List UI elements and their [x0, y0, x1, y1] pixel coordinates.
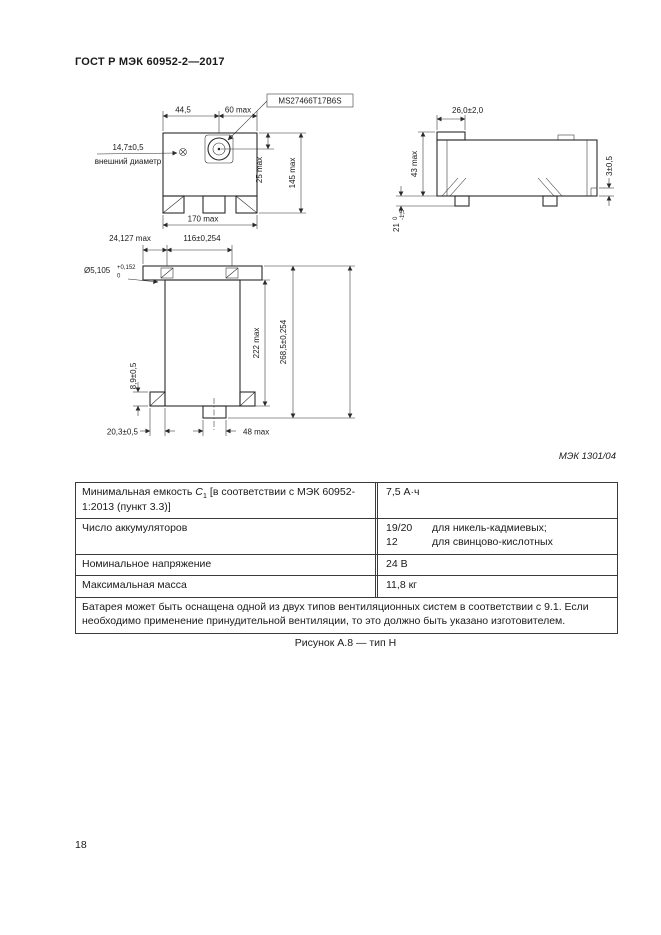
- spec-value-voltage: 24 В: [386, 557, 408, 570]
- dim-side-height: 43 max: [410, 150, 419, 178]
- svg-text:0: 0: [393, 216, 399, 220]
- dim-foot-width: 48 max: [243, 427, 270, 437]
- vent-screw: [180, 149, 187, 156]
- dim-plan-depth: 145 max: [288, 157, 297, 189]
- dim-connector-offset: 25 max: [255, 156, 264, 184]
- connector-label: MS27466T17B6S: [278, 96, 342, 106]
- dim-top-width-right: 60 max: [224, 105, 252, 115]
- table-row: [76, 576, 617, 598]
- document-title: ГОСТ Р МЭК 60952-2—2017: [75, 56, 225, 68]
- spec-label-voltage: Номинальное напряжение: [76, 555, 378, 576]
- dim-top-width-left: 44,5: [175, 105, 191, 115]
- spec-value-capacity: 7,5 А·ч: [386, 486, 420, 498]
- spec-label-cells: Число аккумуляторов: [76, 519, 378, 553]
- page-number: 18: [75, 839, 87, 851]
- spec-value-cells: 19/20 для никель-кадмиевых; 12 для свинцово-кислотных: [386, 522, 553, 549]
- table-row: [76, 555, 617, 577]
- figure-reference: МЭК 1301/04: [558, 451, 616, 462]
- dim-side-foot-height: [392, 209, 406, 232]
- technical-drawing: [0, 80, 661, 452]
- table-row: [76, 483, 617, 519]
- table-row: [76, 519, 617, 554]
- dim-inner-height: 222 max: [252, 327, 261, 359]
- table-note: Батарея может быть оснащена одной из двух типов вентиляционных систем в соответствии с 9.1. Если необходимо применение принудительной вентиляции, то это должно быть указано изготовителем.: [82, 601, 589, 627]
- dim-screw-dia-note: внешний диаметр: [94, 157, 162, 166]
- svg-text:-1,5: -1,5: [400, 209, 406, 220]
- svg-text:Ø5,105: Ø5,105: [84, 266, 111, 275]
- dim-hole-edge: 24,127 max: [109, 234, 151, 243]
- dim-flange-width: 20,3±0,5: [106, 427, 138, 437]
- spec-table: [75, 482, 618, 634]
- svg-text:+0,152: +0,152: [117, 265, 136, 271]
- dim-side-step: 3±0,5: [605, 156, 614, 176]
- spec-label-mass: Максимальная масса: [76, 576, 378, 597]
- dim-flange-height: 8,9±0,5: [129, 362, 138, 390]
- dim-side-lip: 26,0±2,0: [452, 106, 484, 115]
- figure-caption: Рисунок А.8 — тип Н: [294, 637, 397, 649]
- svg-text:21: 21: [392, 223, 401, 232]
- spec-label-capacity: Минимальная емкость $C_1$ [в соответствии с МЭК 60952-1:2013 (пункт 3.3)]: [76, 483, 378, 518]
- dim-hole-pitch: 116±0,254: [183, 234, 221, 243]
- plan-view: [95, 94, 353, 229]
- spec-value-mass: 11,8 кг: [386, 579, 417, 592]
- dim-overall-height: 268,5±0,254: [279, 319, 288, 365]
- side-view: [392, 106, 614, 232]
- svg-text:0: 0: [117, 273, 121, 280]
- dim-screw-dia: 14,7±0,5: [112, 143, 144, 152]
- front-view: [84, 234, 355, 437]
- dim-plan-width: 170 max: [187, 214, 219, 224]
